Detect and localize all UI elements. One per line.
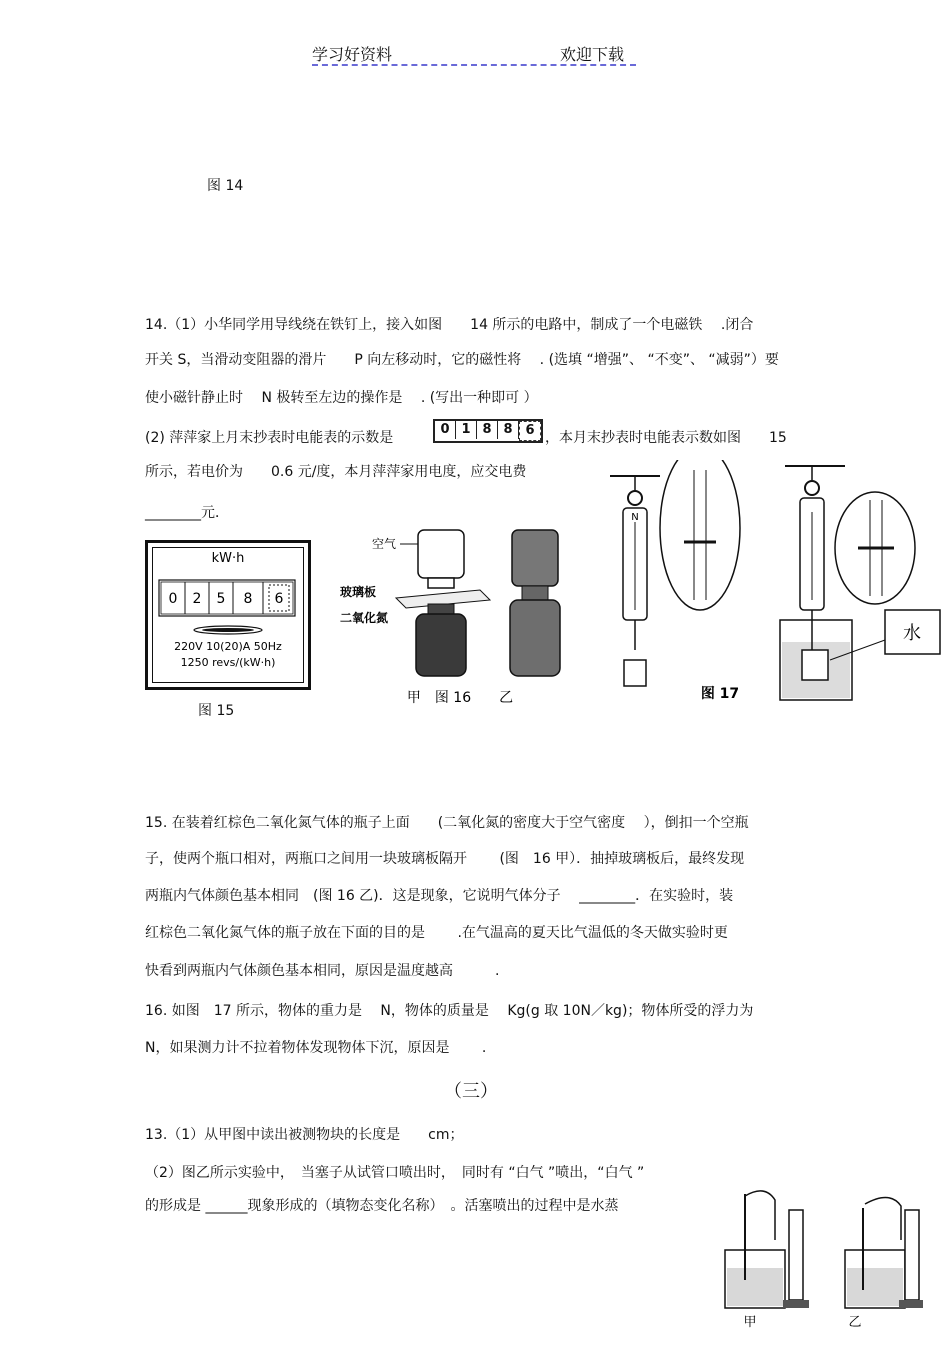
fig15-caption: 图 15 (198, 703, 235, 719)
meter-prev-digit: 0 (435, 421, 456, 439)
fig16-diffusion (330, 520, 590, 710)
meter-prev-digit: 1 (456, 421, 477, 439)
q13-line3: 的形成是 ______现象形成的（填物态变化名称） 。活塞喷出的过程中是水蒸 (145, 1198, 619, 1214)
q14-line3: 使小磁针静止时 N 极转至左边的操作是 . (写出一种即可 ） (145, 390, 538, 406)
q14-line4b: ，本月末抄表时电能表示数如图 15 (545, 430, 787, 446)
fig17-caption: 图 17 (700, 686, 740, 702)
header-right: 欢迎下载 (560, 45, 625, 64)
fig15-digit: 0 (168, 591, 178, 607)
fig15-meter-drawing (145, 540, 311, 690)
header-left: 学习好资料 (312, 45, 393, 64)
fig17-water-label: 水 (903, 623, 921, 644)
q14-line4a: (2) 萍萍家上月末抄表时电能表的示数是 (145, 430, 394, 446)
q14-line5: 所示，若电价为 0.6 元/度，本月萍萍家用电度，应交电费 (145, 464, 527, 480)
meter-prev-digit: 8 (498, 421, 519, 439)
fig17-n-label: N (631, 512, 639, 523)
q15-line4: 红棕色二氧化氮气体的瓶子放在下面的目的是 .在气温高的夏天比气温低的冬天做实验时更 (145, 925, 728, 941)
fig15-unit: kW·h (211, 551, 245, 566)
fig16-air-label: 空气 (372, 537, 397, 551)
fig16-no2-label: 二氧化氮 (340, 611, 389, 625)
fig17-spring-scales (600, 460, 945, 710)
fig-tube-experiments (705, 1180, 925, 1330)
fig15-spec2: 1250 revs/(kW·h) (180, 656, 276, 669)
q16-line1: 16. 如图 17 所示，物体的重力是 N，物体的质量是 Kg(g 取 10N／kg)；物体所受的浮力为 (145, 1003, 754, 1019)
fig15-digit: 6 (274, 591, 284, 607)
fig15-digit: 2 (192, 591, 202, 607)
meter-prev-digit: 6 (519, 421, 541, 441)
q14-line1: 14.（1）小华同学用导线绕在铁钉上，接入如图 14 所示的电路中，制成了一个电磁铁 .闭合 (145, 317, 754, 333)
fig15-digit: 8 (243, 591, 253, 607)
fig16-glass-label: 玻璃板 (340, 585, 377, 599)
q15-line5: 快看到两瓶内气体颜色基本相同，原因是温度越高 . (145, 963, 500, 979)
meter-prev-reading (433, 419, 543, 443)
q13-line2: （2）图乙所示实验中， 当塞子从试管口喷出时， 同时有 “白气 ”喷出，“白气 ” (145, 1165, 645, 1181)
q15-line1: 15. 在装着红棕色二氧化氮气体的瓶子上面 (二氧化氮的密度大于空气密度 ），倒扣一个空瓶 (145, 815, 749, 831)
q15-line2: 子，使两个瓶口相对，两瓶口之间用一块玻璃板隔开 (图 16 甲）．抽掉玻璃板后，最终发现 (145, 851, 745, 867)
q14-line2: 开关 S，当滑动变阻器的滑片 P 向左移动时，它的磁性将 . (选填 “增强”、 “不变”、 “减弱”）要 (145, 352, 779, 368)
fig16-caption: 甲 图 16 乙 (406, 690, 514, 706)
header-divider (312, 64, 636, 66)
meter-prev-digit: 8 (477, 421, 498, 439)
fig14-caption: 图 14 (207, 178, 244, 194)
fig15-digit: 5 (216, 591, 226, 607)
q14-line6: ________元． (145, 505, 229, 521)
q15-line3: 两瓶内气体颜色基本相同 (图 16 乙)．这是现象，它说明气体分子 ________．在实验时，装 (145, 888, 734, 904)
section-title: （三） (444, 1081, 498, 1102)
fig15-spec1: 220V 10(20)A 50Hz (174, 640, 282, 653)
fig-bottom-right: 乙 (848, 1315, 862, 1330)
q13-line1: 13.（1）从甲图中读出被测物块的长度是 cm； (145, 1127, 464, 1143)
fig-bottom-left: 甲 (743, 1315, 757, 1330)
q16-line2: N，如果测力计不拉着物体发现物体下沉，原因是 . (145, 1040, 487, 1056)
